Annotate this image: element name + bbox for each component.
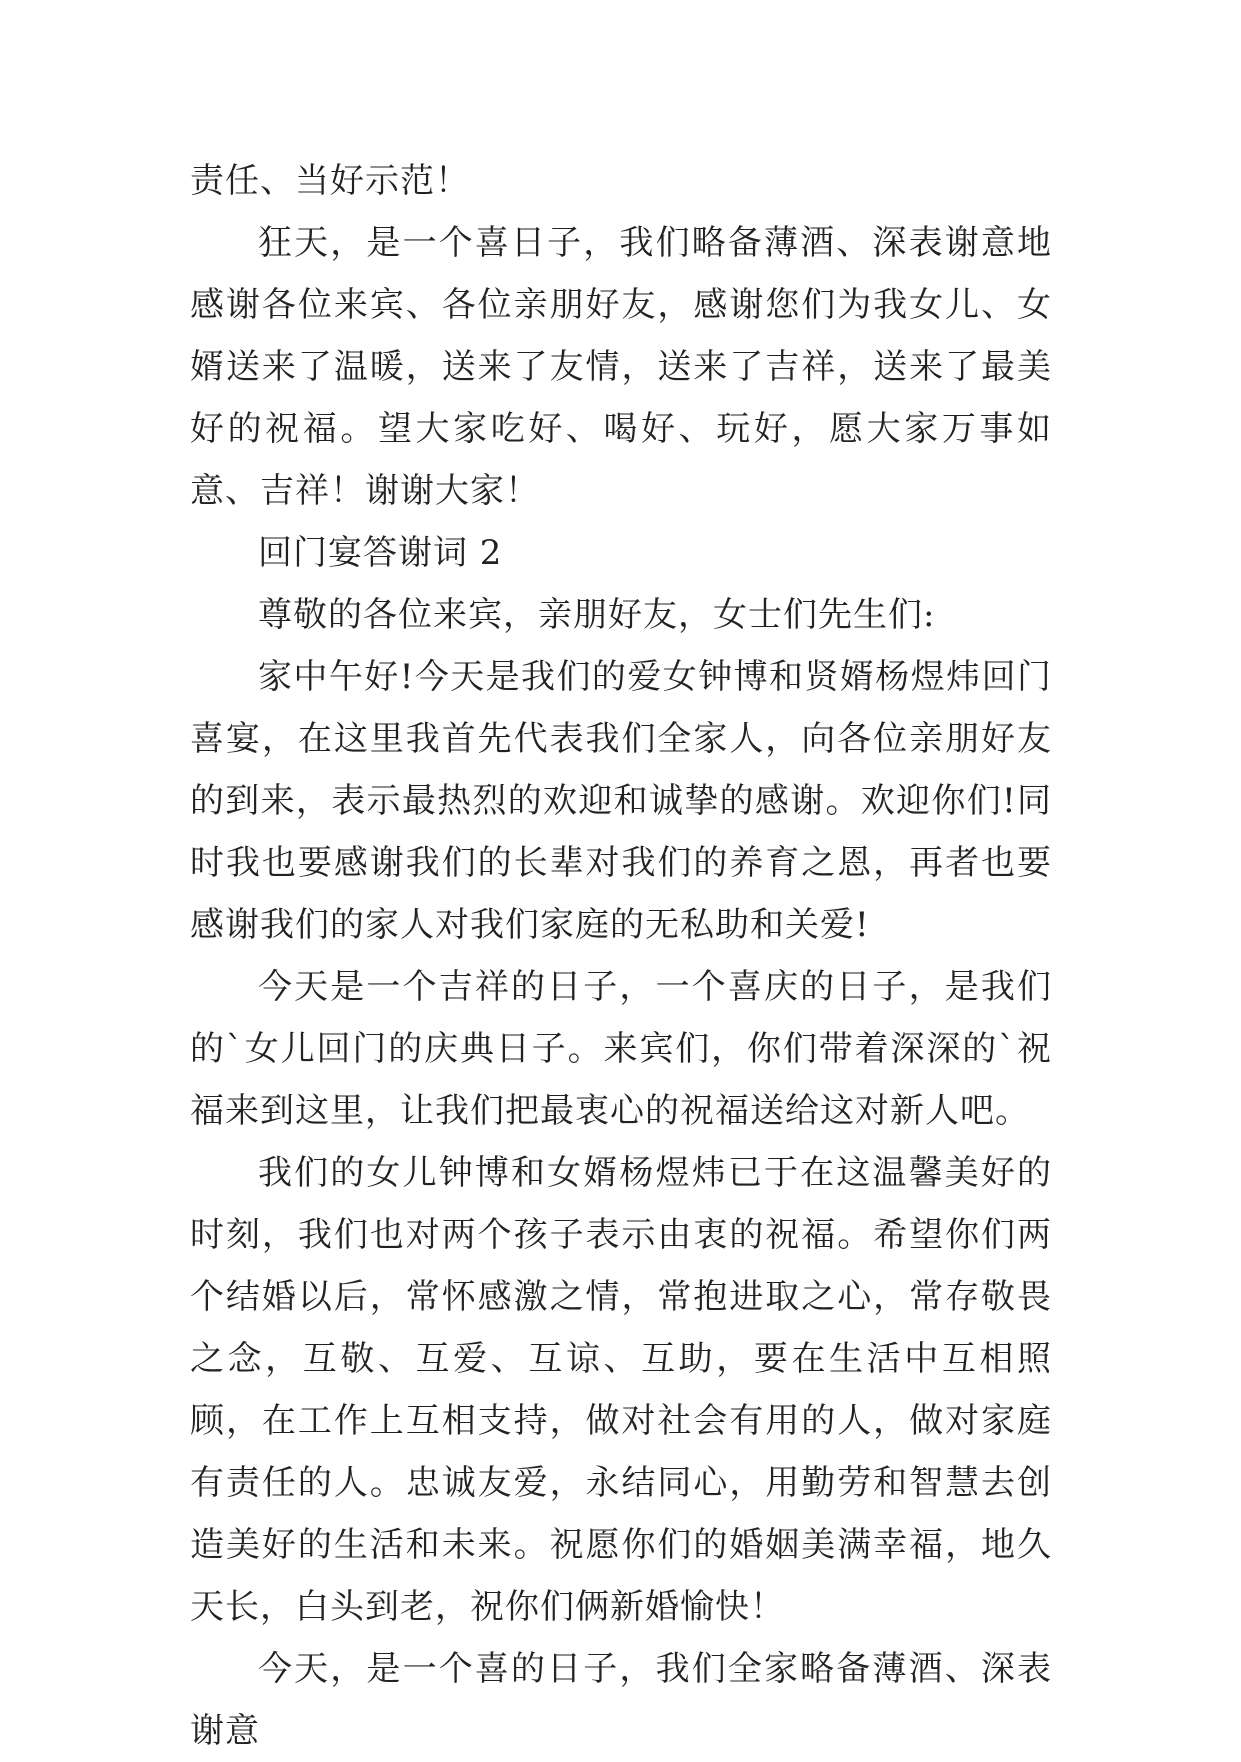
- paragraph-closing: 今天，是一个喜的日子，我们全家略备薄酒、深表谢意: [190, 1649, 1052, 1751]
- section-heading: 回门宴答谢词 2: [258, 533, 503, 573]
- document-body: [190, 150, 1052, 1762]
- paragraph-greeting: 家中午好!今天是我们的爱女钟博和贤婿杨煜炜回门喜宴，在这里我首先代表我们全家人，向各位亲朋好友的到来，表示最热烈的欢迎和诚挚的感谢。欢迎你们!同时我也要感谢我们的长辈对我们的养育之恩，再者也要感谢我们的家人对我们家庭的无私助和关爱!: [190, 657, 1052, 945]
- paragraph-blessing: 我们的女儿钟博和女婿杨煜炜已于在这温馨美好的时刻，我们也对两个孩子表示由衷的祝福。希望你们两个结婚以后，常怀感激之情，常抱进取之心，常存敬畏之念，互敬、互爱、互谅、互助，要在生活中互相照顾，在工作上互相支持，做对社会有用的人，做对家庭有责任的人。忠诚友爱，永结同心，用勤劳和智慧去创造美好的生活和未来。祝愿你们的婚姻美满幸福，地久天长，白头到老，祝你们俩新婚愉快！: [190, 1153, 1052, 1627]
- paragraph-celebration: 今天是一个吉祥的日子，一个喜庆的日子，是我们的`女儿回门的庆典日子。来宾们，你们带着深深的`祝福来到这里，让我们把最衷心的祝福送给这对新人吧。: [190, 967, 1052, 1131]
- paragraph-continuation: 责任、当好示范！: [190, 161, 470, 201]
- paragraph-thanks: 狂天，是一个喜日子，我们略备薄酒、深表谢意地感谢各位来宾、各位亲朋好友，感谢您们为我女儿、女婿送来了温暖，送来了友情，送来了吉祥，送来了最美好的祝福。望大家吃好、喝好、玩好，愿大家万事如意、吉祥！谢谢大家！: [190, 223, 1052, 511]
- salutation: 尊敬的各位来宾，亲朋好友，女士们先生们:: [258, 595, 936, 635]
